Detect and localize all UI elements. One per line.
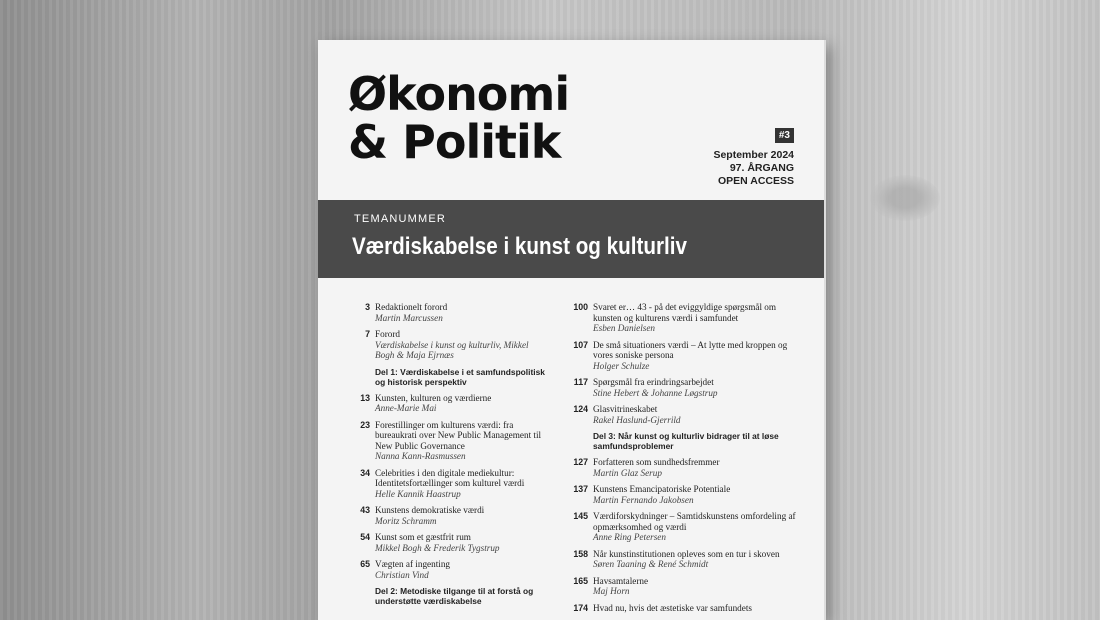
toc-article-title: Når kunstinstitutionen opleves som en tur i skoven bbox=[593, 548, 780, 559]
toc-page-number: 158 bbox=[573, 548, 588, 559]
toc-page-number: 137 bbox=[573, 484, 588, 494]
toc-entry bbox=[348, 302, 548, 323]
issue-date: September 2024 bbox=[713, 149, 794, 161]
toc-page-number: 100 bbox=[573, 302, 588, 312]
toc-article-title: Kunstens Emancipatoriske Potentiale bbox=[593, 484, 731, 494]
toc-page-number: 117 bbox=[573, 377, 588, 387]
toc-page-number: 174 bbox=[573, 602, 588, 613]
toc-article-title: Kunsten, kulturen og værdierne bbox=[375, 392, 492, 403]
toc-article-author: Holger Schulze bbox=[593, 360, 650, 371]
toc-entry bbox=[566, 603, 806, 614]
theme-kicker: TEMANUMMER bbox=[354, 213, 447, 225]
toc-section-heading: Del 3: Når kunst og kulturliv bidrager til at løse samfundsproblemer bbox=[593, 431, 779, 451]
toc-article-title: Glasvitrineskabet bbox=[593, 404, 658, 414]
toc-article-title: Celebrities i den digitale mediekultur: Identitetsfortællinger som kulturel værdi bbox=[375, 467, 525, 488]
toc-entry bbox=[566, 549, 806, 570]
toc-article-title: Hvad nu, hvis det æstetiske var samfundets bbox=[593, 602, 752, 613]
theme-title: Værdiskabelse i kunst og kulturliv bbox=[352, 233, 687, 260]
toc-article-author: Maj Horn bbox=[593, 586, 630, 596]
toc-article-author: Moritz Schramm bbox=[375, 515, 437, 526]
toc-article-author: Anne-Marie Mai bbox=[375, 403, 437, 413]
magazine-cover bbox=[318, 40, 824, 620]
issue-volume: 97. ÅRGANG bbox=[729, 162, 794, 174]
issue-number: #3 bbox=[775, 128, 794, 143]
toc-left-column bbox=[348, 302, 548, 612]
toc-entry bbox=[348, 468, 548, 500]
toc-article-author: Anne Ring Petersen bbox=[593, 532, 666, 542]
toc-entry bbox=[566, 302, 806, 334]
toc-entry bbox=[348, 559, 548, 580]
issue-access: OPEN ACCESS bbox=[717, 175, 794, 187]
toc-page-number: 165 bbox=[573, 575, 588, 586]
toc-article-title: Kunstens demokratiske værdi bbox=[375, 505, 485, 515]
toc-page-number: 3 bbox=[365, 302, 370, 312]
toc-article-author: Rakel Haslund-Gjerrild bbox=[593, 414, 681, 425]
logo-line-1: Økonomi bbox=[348, 67, 570, 121]
toc-page-number: 107 bbox=[573, 339, 588, 350]
toc-article-title: Kunst som et gæstfrit rum bbox=[375, 532, 471, 542]
toc-section-heading: Del 1: Værdiskabelse i et samfundspolitisk og historisk perspektiv bbox=[375, 366, 545, 387]
toc-article-author: Stine Hebert & Johanne Løgstrup bbox=[593, 387, 718, 398]
toc-article-title: Svaret er… 43 - på det eviggyldige spørgsmål om kunsten og kulturens værdi i samfundet bbox=[593, 302, 777, 323]
toc-article-title: Forestillinger om kulturens værdi: fra bureaukrati over New Public Management til New Public Governance bbox=[375, 419, 542, 451]
toc-entry bbox=[566, 457, 806, 478]
toc-entry bbox=[348, 393, 548, 414]
toc-entry bbox=[348, 532, 548, 553]
toc-right-column bbox=[566, 302, 806, 619]
toc-entry bbox=[566, 340, 806, 372]
toc-article-author: Søren Taaning & René Schmidt bbox=[593, 559, 709, 569]
toc-page-number: 23 bbox=[360, 419, 370, 430]
toc-entry bbox=[348, 420, 548, 462]
toc-article-author: Christian Vind bbox=[375, 569, 429, 580]
toc-entry bbox=[566, 576, 806, 597]
magazine-logo bbox=[348, 67, 570, 169]
toc-article-author: Helle Kannik Haastrup bbox=[375, 488, 461, 499]
toc-page-number: 145 bbox=[573, 511, 588, 521]
toc-article-author: Martin Glaz Serup bbox=[593, 467, 662, 478]
toc-article-title: Redaktionelt forord bbox=[375, 302, 448, 312]
wood-knot bbox=[870, 175, 940, 221]
toc-article-title: Værdiforskydninger – Samtidskunstens omfordeling af opmærksomhed og værdi bbox=[593, 511, 796, 532]
toc-article-title: Spørgsmål fra erindringsarbejdet bbox=[593, 377, 714, 387]
toc-article-title: Vægten af ingenting bbox=[375, 559, 451, 569]
toc-page-number: 65 bbox=[360, 559, 370, 569]
toc-article-author: Mikkel Bogh & Frederik Tygstrup bbox=[375, 542, 500, 553]
toc-page-number: 13 bbox=[360, 392, 370, 403]
toc-page-number: 7 bbox=[365, 329, 370, 339]
toc-page-number: 127 bbox=[573, 457, 588, 467]
toc-entry bbox=[566, 511, 806, 543]
toc-page-number: 34 bbox=[360, 467, 370, 478]
theme-band bbox=[318, 200, 824, 278]
toc-article-title: Forfatteren som sundhedsfremmer bbox=[593, 457, 720, 467]
toc-entry bbox=[566, 484, 806, 505]
toc-page-number: 43 bbox=[360, 505, 370, 515]
toc-entry bbox=[566, 404, 806, 425]
toc-article-author: Martin Fernando Jakobsen bbox=[593, 494, 694, 505]
toc-article-author: Nanna Kann-Rasmussen bbox=[375, 451, 466, 461]
toc-page-number: 54 bbox=[360, 532, 370, 542]
logo-line-2: & Politik bbox=[348, 115, 561, 169]
toc-article-author: Martin Marcussen bbox=[375, 312, 443, 323]
toc-article-title: Havsamtalerne bbox=[593, 575, 649, 586]
toc-article-author: Værdiskabelse i kunst og kulturliv, Mikkel Bogh & Maja Ejrnæs bbox=[375, 339, 529, 360]
toc-entry bbox=[348, 505, 548, 526]
issue-info bbox=[713, 128, 794, 188]
toc-article-title: De små situationers værdi – At lytte med kroppen og vores soniske persona bbox=[593, 339, 788, 360]
toc-entry bbox=[348, 329, 548, 361]
toc-section-heading: Del 2: Metodiske tilgange til at forstå og understøtte værdiskabelse bbox=[375, 586, 534, 606]
toc-page-number: 124 bbox=[573, 404, 588, 414]
toc-article-author: Esben Danielsen bbox=[593, 323, 656, 333]
toc-entry bbox=[566, 377, 806, 398]
toc-article-title: Forord bbox=[375, 329, 401, 339]
